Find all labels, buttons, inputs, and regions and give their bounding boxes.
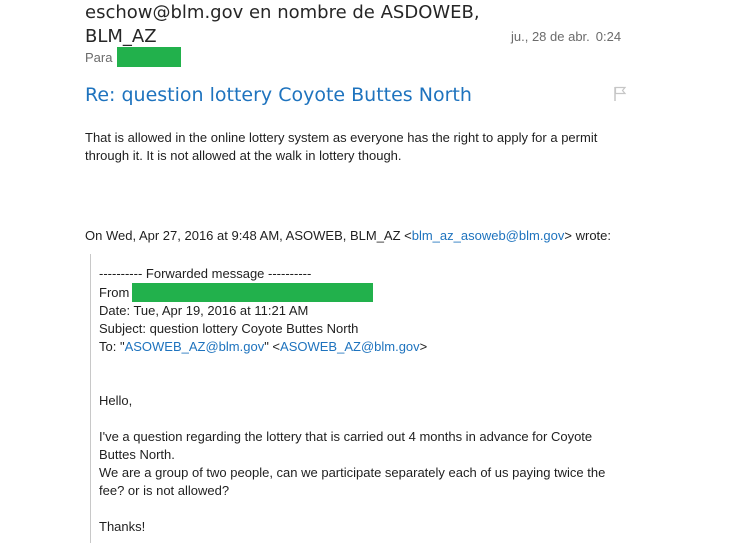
blank-spacer bbox=[99, 356, 629, 392]
received-date: ju., 28 de abr. bbox=[511, 29, 590, 44]
forward-to-prefix: To: " bbox=[99, 339, 125, 354]
message-paragraph-1: I've a question regarding the lottery that is carried out 4 months in advance for Coyote Buttes North. bbox=[99, 429, 593, 462]
forward-to bbox=[99, 338, 629, 356]
forward-from-row bbox=[99, 283, 629, 302]
quote-attribution-suffix: > wrote: bbox=[564, 228, 612, 243]
forward-subject: Subject: question lottery Coyote Buttes North bbox=[99, 321, 359, 336]
reply-body: That is allowed in the online lottery system as everyone has the right to apply for a permit through it. It is not allowed at the walk in lottery though. bbox=[85, 130, 598, 163]
email-subject: Re: question lottery Coyote Buttes North bbox=[85, 84, 472, 106]
forward-to-name-link[interactable]: ASOWEB_AZ@blm.gov bbox=[124, 339, 265, 354]
quote-attribution bbox=[85, 227, 645, 245]
closing: Thanks! bbox=[99, 519, 146, 534]
forward-to-email-link[interactable]: ASOWEB_AZ@blm.gov bbox=[280, 339, 420, 354]
quote-divider bbox=[90, 254, 91, 543]
forward-separator: ---------- Forwarded message ---------- bbox=[99, 266, 312, 281]
quote-attribution-prefix: On Wed, Apr 27, 2016 at 9:48 AM, ASOWEB, BLM_AZ < bbox=[85, 228, 412, 243]
blank-spacer bbox=[99, 500, 629, 518]
received-time: 0:24 bbox=[595, 29, 622, 44]
forward-date: Date: Tue, Apr 19, 2016 at 11:21 AM bbox=[99, 303, 309, 318]
forwarded-message bbox=[99, 265, 629, 536]
forward-to-suffix: > bbox=[419, 339, 428, 354]
message-paragraph-2: We are a group of two people, can we participate separately each of us paying twice the fee? or is not allowed? bbox=[99, 465, 606, 498]
recipient-row bbox=[85, 47, 181, 67]
greeting: Hello, bbox=[99, 393, 133, 408]
redacted-recipient bbox=[117, 47, 181, 67]
redacted-sender bbox=[132, 283, 373, 302]
flag-icon[interactable] bbox=[613, 86, 627, 102]
forward-to-mid: " < bbox=[264, 339, 281, 354]
quote-attribution-email-link[interactable]: blm_az_asoweb@blm.gov bbox=[411, 228, 565, 243]
forward-from-label: From bbox=[99, 284, 130, 300]
received-datetime bbox=[511, 28, 621, 46]
sender-name: eschow@blm.gov en nombre de ASDOWEB, BLM_AZ bbox=[85, 2, 480, 47]
blank-spacer bbox=[99, 410, 629, 428]
to-label: Para bbox=[85, 49, 113, 65]
